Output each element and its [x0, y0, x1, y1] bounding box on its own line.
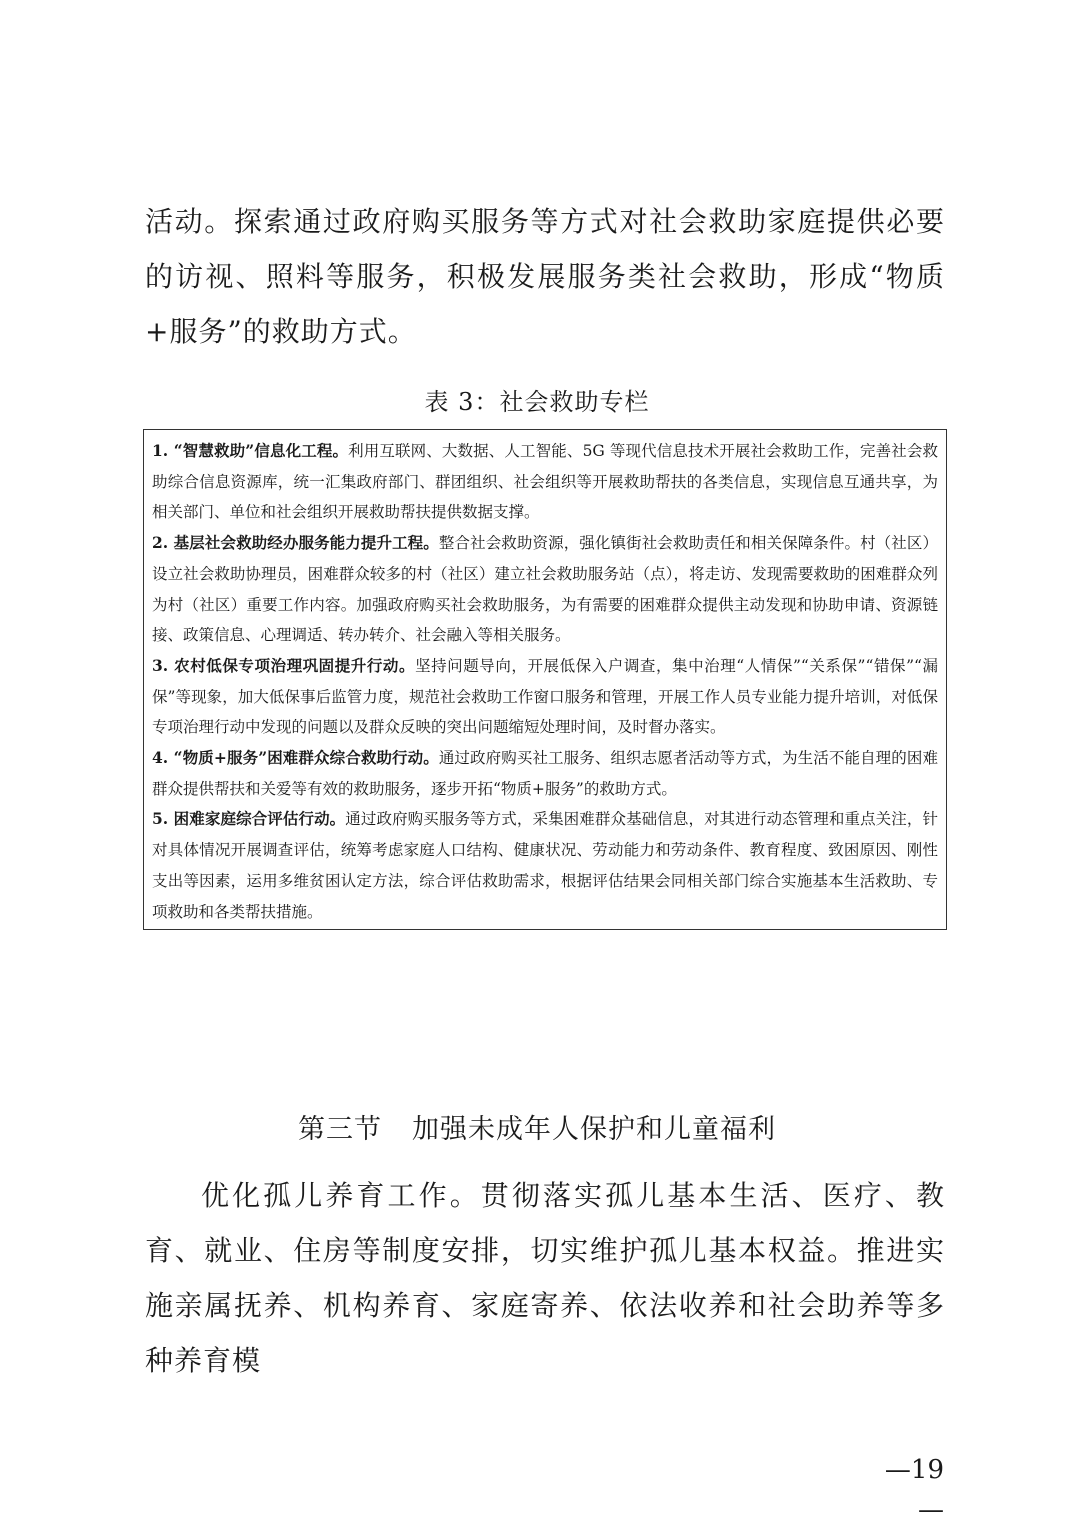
page-number: —19—	[884, 1455, 944, 1525]
table-item-title: 4. “物质+服务”困难群众综合救助行动。	[152, 748, 439, 768]
closing-paragraph: 优化孤儿养育工作。贯彻落实孤儿基本生活、医疗、教育、就业、住房等制度安排，切实维护孤儿基本权益。推进实施亲属抚养、机构养育、家庭寄养、依法收养和社会助养等多种养育模	[145, 1179, 945, 1377]
table-item-title: 1. “智慧救助”信息化工程。	[152, 441, 349, 460]
social-assistance-table	[143, 429, 947, 930]
section-number: 第三节	[298, 1114, 382, 1145]
table-item-title: 2. 基层社会救助经办服务能力提升工程。	[152, 533, 439, 553]
intro-paragraph: 活动。探索通过政府购买服务等方式对社会救助家庭提供必要的访视、照料等服务，积极发展服务类社会救助，形成“物质+服务”的救助方式。	[145, 205, 945, 348]
table-item-title: 3. 农村低保专项治理巩固提升行动。	[152, 655, 416, 675]
table-caption: 表 3：社会救助专栏	[424, 388, 650, 416]
table-item-text: 通过政府购买社工服务、组织志愿者活动等方式，为生活不能自理的困难群众提供帮扶和关爱等有效的救助服务，逐步开拓“物质+服务”的救助方式。	[152, 749, 938, 798]
section-title: 加强未成年人保护和儿童福利	[412, 1114, 776, 1145]
table-item-title: 5. 困难家庭综合评估行动。	[152, 809, 346, 829]
table-item	[152, 804, 938, 927]
table-item-text: 坚持问题导向，开展低保入户调查，集中治理“人情保”“关系保”“错保”“漏保”等现象，加大低保事后监管力度，规范社会救助工作窗口服务和管理，开展工作人员专业能力提升培训，对低保专项治理行动中发现的问题以及群众反映的突出问题缩短处理时间，及时督办落实。	[152, 656, 938, 737]
section-heading	[0, 1110, 1074, 1150]
table-item-text: 整合社会救助资源，强化镇街社会救助责任和相关保障条件。村（社区）设立社会救助协理员，困难群众较多的村（社区）建立社会救助服务站（点），将走访、发现需要救助的困难群众列为村（社区）重要工作内容。加强政府购买社会救助服务，为有需要的困难群众提供主动发现和协助申请、资源链接、政策信息、心理调适、转办转介、社会融入等相关服务。	[152, 534, 938, 645]
table-item	[152, 651, 938, 743]
table-item	[152, 436, 938, 528]
table-item	[152, 743, 938, 804]
table-item	[152, 528, 938, 651]
table-item-text: 通过政府购买服务等方式，采集困难群众基础信息，对其进行动态管理和重点关注，针对具体情况开展调查评估，统筹考虑家庭人口结构、健康状况、劳动能力和劳动条件、教育程度、致困原因、刚性支出等因素，运用多维贫困认定方法，综合评估救助需求，根据评估结果会同相关部门综合实施基本生活救助、专项救助和各类帮扶措施。	[152, 810, 938, 921]
table-item-text: 利用互联网、大数据、人工智能、5G 等现代信息技术开展社会救助工作，完善社会救助综合信息资源库，统一汇集政府部门、群团组织、社会组织等开展救助帮扶的各类信息，实现信息互通共享，为相关部门、单位和社会组织开展救助帮扶提供数据支撑。	[152, 442, 938, 522]
